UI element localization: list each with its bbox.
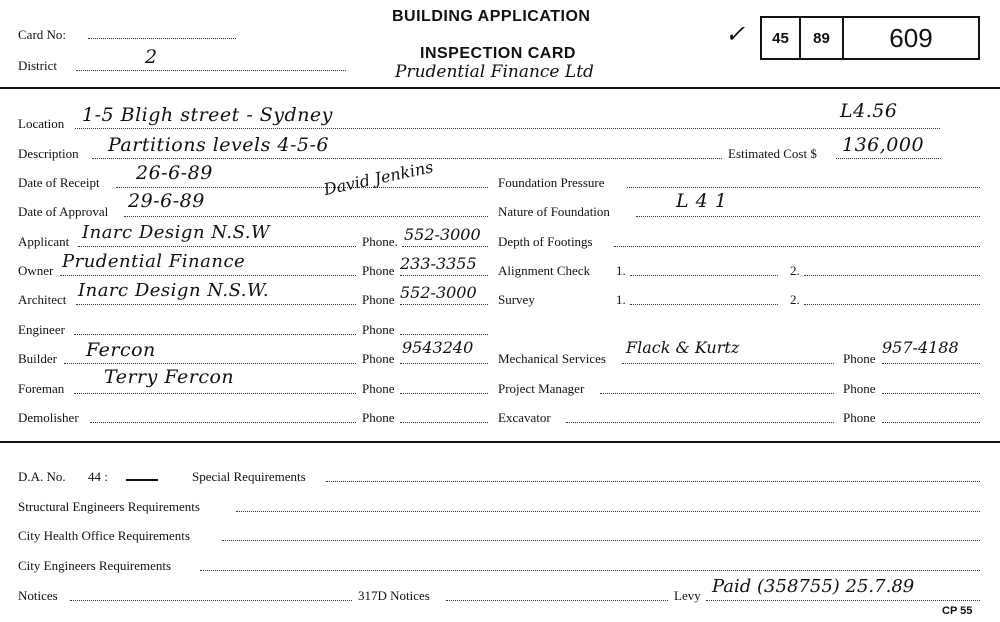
survey-label: Survey: [498, 292, 535, 307]
foreman-value: Terry Fercon: [104, 366, 235, 388]
demolisher-phone-label: Phone: [362, 410, 395, 425]
city-eng-req-label: City Engineers Requirements: [18, 558, 172, 573]
survey-1-label: 1.: [616, 292, 626, 307]
project-manager-label: Project Manager: [498, 381, 585, 396]
builder-phone: 9543240: [402, 338, 474, 357]
applicant-phone-field: [402, 246, 488, 247]
depth-footings-field: [614, 246, 980, 247]
alignment-2-label: 2.: [790, 263, 800, 278]
owner-field: [60, 275, 356, 276]
excavator-label: Excavator: [498, 410, 551, 425]
city-eng-req-field: [200, 570, 980, 571]
architect-label: Architect: [18, 292, 67, 307]
foreman-phone-label: Phone: [362, 381, 395, 396]
notices-317d-field: [446, 600, 668, 601]
engineer-field: [74, 334, 356, 335]
engineer-label: Engineer: [18, 322, 65, 337]
applicant-phone-label: Phone.: [362, 234, 398, 249]
description-label: Description: [18, 146, 79, 161]
nature-foundation-value: L 4 1: [676, 190, 728, 212]
structural-req-field: [236, 511, 980, 512]
mechanical-phone-field: [882, 363, 980, 364]
notices-field: [70, 600, 352, 601]
owner-label: Owner: [18, 263, 54, 278]
project-manager-field: [600, 393, 834, 394]
card-box-1: 45: [760, 16, 801, 60]
date-approval-value: 29-6-89: [128, 190, 205, 212]
nature-foundation-label: Nature of Foundation: [498, 204, 610, 219]
district-value: 2: [145, 46, 158, 68]
applicant-value: Inarc Design N.S.W: [82, 222, 270, 243]
description-field: [92, 158, 722, 159]
health-req-field: [222, 540, 980, 541]
excavator-field: [566, 422, 834, 423]
project-manager-phone-field: [882, 393, 980, 394]
alignment-1-label: 1.: [616, 263, 626, 278]
card-no-label: Card No:: [18, 27, 67, 42]
estimated-cost-value: 136,000: [842, 134, 925, 156]
date-approval-field: [124, 216, 488, 217]
location-field: [75, 128, 940, 129]
alignment-2-field: [804, 275, 980, 276]
owner-value: Prudential Finance: [62, 251, 246, 272]
da-no-label: D.A. No.: [18, 469, 66, 484]
survey-2-field: [804, 304, 980, 305]
depth-footings-label: Depth of Footings: [498, 234, 593, 249]
mechanical-phone: 957-4188: [882, 338, 959, 357]
architect-value: Inarc Design N.S.W.: [78, 280, 270, 301]
foundation-pressure-label: Foundation Pressure: [498, 175, 605, 190]
demolisher-field: [90, 422, 356, 423]
date-receipt-value: 26-6-89: [136, 162, 213, 184]
mechanical-field: [622, 363, 834, 364]
project-manager-phone-label: Phone: [843, 381, 876, 396]
foreman-phone-field: [400, 393, 488, 394]
applicant-label: Applicant: [18, 234, 70, 249]
alignment-1-field: [630, 275, 778, 276]
demolisher-label: Demolisher: [18, 410, 79, 425]
form-code: CP 55: [942, 605, 973, 617]
special-req-field: [326, 481, 980, 482]
survey-1-field: [630, 304, 778, 305]
form-title-line2: INSPECTION CARD: [420, 45, 576, 62]
mechanical-label: Mechanical Services: [498, 351, 606, 366]
architect-field: [76, 304, 356, 305]
estimated-cost-field: [836, 158, 941, 159]
applicant-phone: 552-3000: [404, 225, 481, 244]
builder-value: Fercon: [86, 339, 156, 361]
excavator-phone-field: [882, 422, 980, 423]
builder-field: [64, 363, 356, 364]
foreman-field: [74, 393, 356, 394]
da-no-value: 44 :: [88, 469, 108, 484]
engineer-phone-field: [400, 334, 488, 335]
description-value: Partitions levels 4-5-6: [108, 134, 330, 156]
architect-phone-field: [400, 304, 488, 305]
owner-phone-field: [400, 275, 488, 276]
architect-phone: 552-3000: [400, 283, 477, 302]
special-req-label: Special Requirements: [192, 469, 306, 484]
mechanical-value: Flack & Kurtz: [626, 338, 740, 357]
district-label: District: [18, 58, 57, 73]
company-handwritten: Prudential Finance Ltd: [395, 62, 594, 82]
structural-req-label: Structural Engineers Requirements: [18, 499, 200, 514]
check-mark: ✓: [725, 20, 746, 48]
levy-field: [706, 600, 980, 601]
builder-phone-label: Phone: [362, 351, 395, 366]
builder-phone-field: [400, 363, 488, 364]
levy-value: Paid (358755) 25.7.89: [712, 576, 915, 597]
owner-phone: 233-3355: [400, 254, 477, 273]
survey-2-label: 2.: [790, 292, 800, 307]
excavator-phone-label: Phone: [843, 410, 876, 425]
nature-foundation-field: [636, 216, 980, 217]
divider-bottom: [0, 441, 1000, 443]
engineer-phone-label: Phone: [362, 322, 395, 337]
location-value: 1-5 Bligh street - Sydney: [82, 104, 333, 126]
district-field: [76, 70, 346, 71]
foreman-label: Foreman: [18, 381, 65, 396]
demolisher-phone-field: [400, 422, 488, 423]
location-label: Location: [18, 116, 65, 131]
levy-label: Levy: [674, 588, 701, 603]
divider-top: [0, 87, 1000, 89]
alignment-check-label: Alignment Check: [498, 263, 591, 278]
card-no-field: [88, 38, 236, 39]
location-code: L4.56: [840, 100, 898, 122]
da-no-dash: [126, 479, 158, 481]
builder-label: Builder: [18, 351, 57, 366]
date-approval-label: Date of Approval: [18, 204, 109, 219]
mechanical-phone-label: Phone: [843, 351, 876, 366]
architect-phone-label: Phone: [362, 292, 395, 307]
card-box-2: 89: [799, 16, 844, 60]
approver-signature: David Jenkins: [322, 157, 435, 199]
foundation-pressure-field: [627, 187, 980, 188]
health-req-label: City Health Office Requirements: [18, 528, 190, 543]
owner-phone-label: Phone: [362, 263, 395, 278]
form-title-line1: BUILDING APPLICATION: [392, 8, 591, 25]
estimated-cost-label: Estimated Cost $: [728, 146, 817, 161]
card-number-box: 609: [842, 16, 980, 60]
notices-317d-label: 317D Notices: [358, 588, 430, 603]
notices-label: Notices: [18, 588, 58, 603]
applicant-field: [78, 246, 356, 247]
date-receipt-field: [116, 187, 488, 188]
date-receipt-label: Date of Receipt: [18, 175, 100, 190]
